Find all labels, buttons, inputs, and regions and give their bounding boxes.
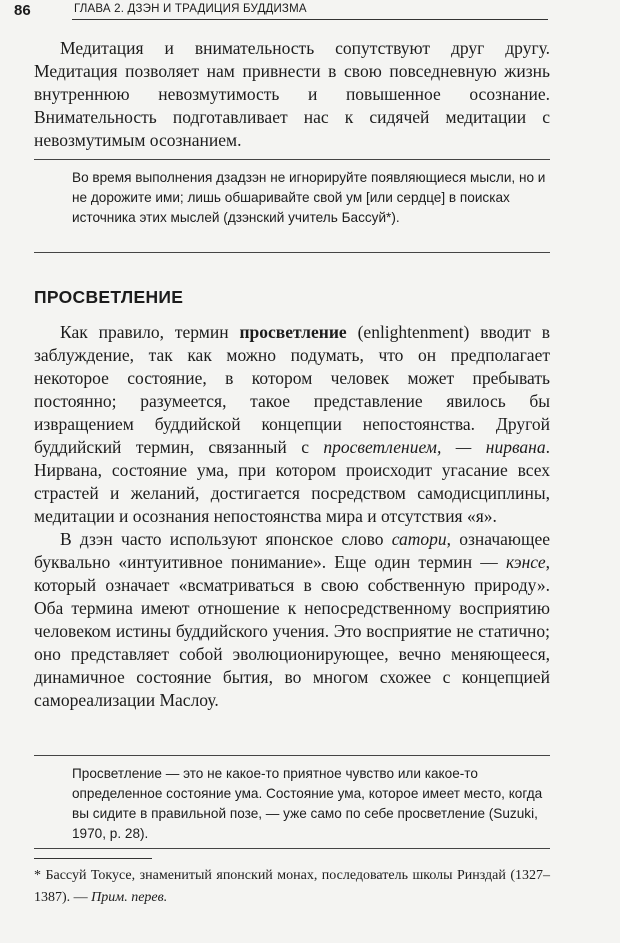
p1-text-3: . Нирвана, состояние ума, при котором происходит угасание всех страстей и желаний, достигается посредством самодисциплины, медитации и осознания непостоянства мира и отсутствия «я». <box>34 437 550 526</box>
p2-text-2: , означающее буквально «интуитивное понимание». Еще один термин — <box>34 529 550 572</box>
quote1: Во время выполнения дзадзэн не игнорируйте появляющиеся мысли, но и не дорожите ими; лишь обшаривайте свой ум [или сердце] в поисках источника этих мыслей (дзэнский учитель Бассуй*). <box>72 170 546 225</box>
section-body <box>34 321 550 712</box>
running-head: ГЛАВА 2. ДЗЭН И ТРАДИЦИЯ БУДДИЗМА <box>74 3 307 15</box>
footnote-rule <box>34 858 152 859</box>
term-nirvana: просветлением, — нирвана <box>323 437 546 457</box>
p2-text-3: , который означает «всматриваться в свою собственную природу». Оба термина имеют отношение к непосредственному восприятию человеком истины буддийского учения. Это восприятие не статично; оно представляет собой эволюционирующее, вечно меняющееся, динамичное состояние бытия, во многом схожее с концепцией самореализации Маслоу. <box>34 552 550 710</box>
footnote <box>34 865 550 909</box>
p2-text-1: В дзэн часто используют японское слово <box>60 529 392 549</box>
quote2: Просветление — это не какое-то приятное чувство или какое-то определенное состояние ума. Состояние ума, которое имеет место, когда вы сидите в правильной позе, — уже само по себе просветление (Suzuki, 1970, p. 28). <box>72 766 543 841</box>
section-title: ПРОСВЕТЛЕНИЕ <box>34 287 184 307</box>
p1-text-1: Как правило, термин <box>60 322 240 342</box>
quote2-top-rule <box>34 755 550 756</box>
header-rule <box>72 19 548 20</box>
quote1-top-rule <box>34 159 550 160</box>
page-number: 86 <box>14 2 31 19</box>
paragraph-enlightenment <box>34 321 550 528</box>
term-kense: кэнсе <box>505 552 546 572</box>
quote2-bottom-rule <box>34 848 550 849</box>
intro-paragraph: Медитация и внимательность сопутствуют друг другу. Медитация позволяет нам привнести в свою повседневную жизнь внутреннюю невозмутимость и повышенное осознание. Внимательность подготавливает нас к сидячей медитации с невозмутимым осознанием. <box>34 38 550 150</box>
footnote-text: * Бассуй Токусе, знаменитый японский монах, последователь школы Ринздай (1327–1387). — <box>34 868 550 905</box>
footnote-note: Прим. перев. <box>91 890 168 905</box>
p1-text-2: (enlightenment) вводит в заблуждение, так как можно подумать, что он предполагает некоторое состояние, в котором человек может пребывать постоянно; разумеется, такое представление явилось бы извращением буддийской концепции непостоянства. Другой буддийский термин, связанный с <box>34 322 550 457</box>
intro-paragraph-block <box>34 37 550 152</box>
page-header <box>0 0 620 28</box>
term-satori: сатори <box>391 529 447 549</box>
term-enlightenment: просветление <box>239 322 347 342</box>
paragraph-satori <box>34 528 550 712</box>
quote1-bottom-rule <box>34 252 550 253</box>
